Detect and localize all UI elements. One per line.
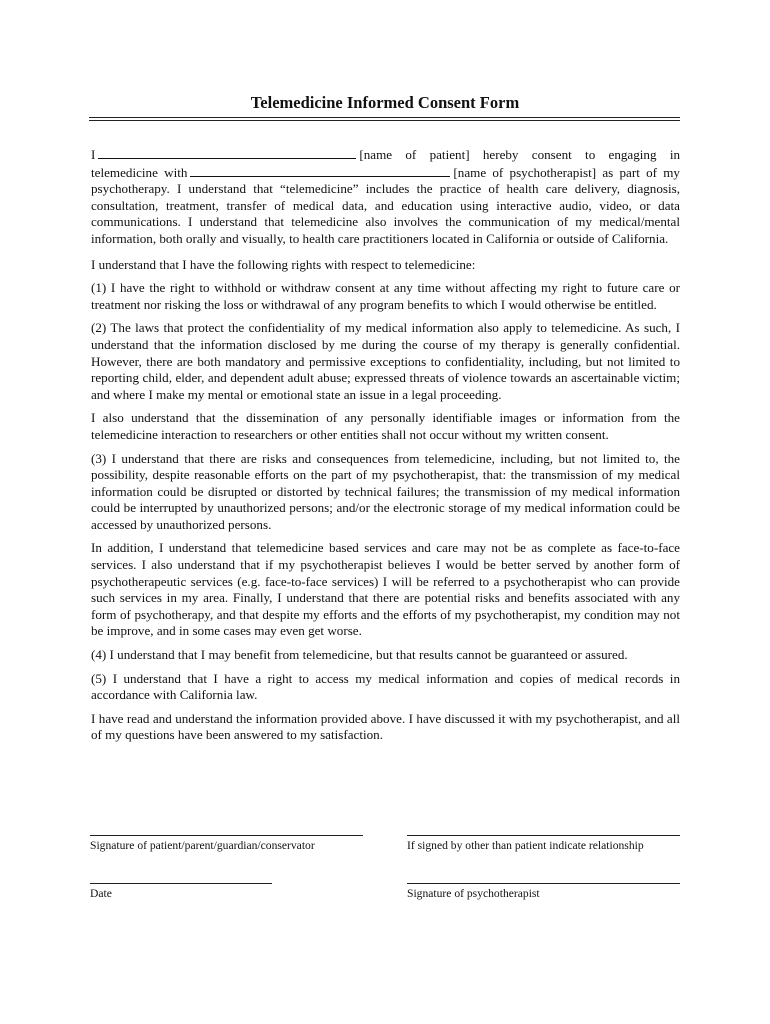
intro-paragraph <box>91 146 680 248</box>
date-line[interactable] <box>90 883 272 884</box>
psychotherapist-name-field[interactable] <box>190 164 450 177</box>
dissemination-paragraph: I also understand that the dissemination of any personally identifiable images or information from the telemedicine interaction to researchers or other entities shall not occur without my written consent. <box>91 410 680 442</box>
intro-pronoun: I <box>91 147 96 162</box>
right-2-paragraph: (2) The laws that protect the confidentiality of my medical information also apply to telemedicine. As such, I understand that the information disclosed by me during the course of my therapy is generally confidential. However, there are both mandatory and permissive exceptions to confidentiality, including, but not limited to reporting child, elder, and dependent adult abuse; expressed threats of violence towards an ascertainable victim; and where I make my mental or emotional state an issue in a legal proceeding. <box>91 320 680 402</box>
title-rule-bottom <box>89 120 680 121</box>
acknowledgement-paragraph: I have read and understand the information provided above. I have discussed it with my psychotherapist, and all of my questions have been answered to my satisfaction. <box>91 710 680 743</box>
form-body <box>91 146 680 751</box>
title-rule-top <box>89 117 680 118</box>
patient-name-field[interactable] <box>98 146 356 159</box>
addition-paragraph: In addition, I understand that telemedicine based services and care may not be as complete as face-to-face services. I also understand that if my psychotherapist believes I would be better served by another form of psychotherapeutic services (e.g. face-to-face services) I will be referred to a psychotherapist who can provide such services in my area. Finally, I understand that there are potential risks and benefits associated with any form of psychotherapy, and that despite my efforts and the efforts of my psychotherapist, my condition may not be improve, and in some cases may even get worse. <box>91 540 680 639</box>
right-4-paragraph: (4) I understand that I may benefit from telemedicine, but that results cannot be guaranteed or assured. <box>91 647 628 663</box>
relationship-label: If signed by other than patient indicate relationship <box>407 839 644 852</box>
right-3-paragraph: (3) I understand that there are risks and consequences from telemedicine, including, but not limited to, the possibility, despite reasonable efforts on the part of my psychotherapist, that: the transmission of my medical information could be disrupted or distorted by technical failures; the transmission of my medical information could be interrupted by unauthorized persons; and/or the electronic storage of my medical information could be accessed by unauthorized persons. <box>91 450 680 532</box>
right-1-paragraph: (1) I have the right to withhold or withdraw consent at any time without affecting my right to future care or treatment nor risking the loss or withdrawal of any program benefits to which I would otherwise be entitled. <box>91 280 680 312</box>
intro-consent-text: [name of patient] hereby consent to engaging in telemedicine with <box>91 147 680 180</box>
rights-intro: I understand that I have the following rights with respect to telemedicine: <box>91 256 476 272</box>
psychotherapist-signature-label: Signature of psychotherapist <box>407 887 540 900</box>
intro-definition-text: [name of psychotherapist] as part of my psychotherapy. I understand that “telemedicine” includes the practice of health care delivery, diagnosis, consultation, treatment, transfer of medical data, and education using interactive audio, video, or data communications. I understand that telemedicine also involves the communication of my medical/mental information, both orally and visually, to health care practitioners located in California or outside of California. <box>91 164 680 246</box>
psychotherapist-signature-line[interactable] <box>407 883 680 884</box>
patient-signature-label: Signature of patient/parent/guardian/conservator <box>90 839 315 852</box>
right-5-paragraph: (5) I understand that I have a right to access my medical information and copies of medical records in accordance with California law. <box>91 670 680 703</box>
patient-signature-line[interactable] <box>90 835 363 836</box>
relationship-line[interactable] <box>407 835 680 836</box>
date-label: Date <box>90 887 112 900</box>
form-title: Telemedicine Informed Consent Form <box>250 93 520 112</box>
